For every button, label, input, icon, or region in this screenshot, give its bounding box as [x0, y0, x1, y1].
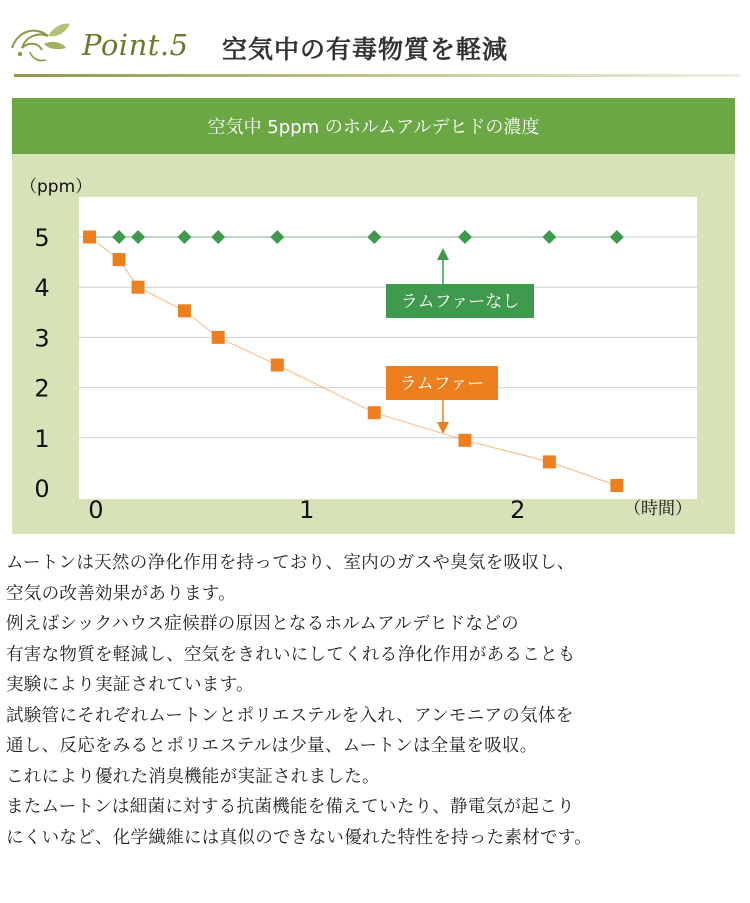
description-line: 実験により実証されています。 — [6, 675, 254, 695]
description-line: これにより優れた消臭機能が実証されました。 — [6, 766, 380, 787]
page-title: 空気中の有毒物質を軽減 — [222, 35, 509, 64]
data-point-square — [83, 231, 96, 244]
leaf-ornament-icon — [8, 18, 74, 66]
description-line: 通し、反応をみるとポリエステルは少量、ムートンは全量を吸収。 — [6, 736, 538, 756]
y-tick-label: 4 — [34, 274, 50, 303]
description-line: にくいなど、化学繊維には真似のできない優れた特性を持った素材です。 — [6, 827, 592, 848]
callout-label: ラムファーなし — [400, 292, 520, 312]
callout-label: ラムファー — [399, 374, 485, 394]
y-tick-label: 2 — [34, 374, 50, 403]
y-tick-label: 5 — [34, 224, 50, 252]
data-point-square — [458, 434, 471, 447]
chart-panel — [12, 98, 735, 534]
data-point-square — [178, 304, 191, 317]
data-point-square — [271, 359, 284, 372]
data-point-square — [113, 253, 126, 266]
y-axis-label: （ppm） — [20, 177, 93, 197]
y-tick-label: 1 — [34, 424, 50, 453]
data-point-square — [132, 281, 145, 294]
x-tick-label: 1 — [299, 496, 315, 524]
y-tick-label: 0 — [34, 475, 50, 503]
point-label: Point.5 — [82, 28, 189, 62]
chart-title: 空気中 5ppm のホルムアルデヒドの濃度 — [12, 98, 735, 154]
data-point-square — [212, 331, 225, 344]
description-line: 試験管にそれぞれムートンとポリエステルを入れ、アンモニアの気体を — [6, 705, 574, 726]
header-rule — [14, 74, 740, 77]
data-point-square — [610, 479, 623, 492]
data-point-square — [368, 406, 381, 419]
y-tick-label: 3 — [34, 324, 50, 353]
description-line: またムートンは細菌に対する抗菌機能を備えていたり、静電気が起こり — [6, 797, 575, 817]
data-point-square — [543, 455, 556, 468]
description-line: ムートンは天然の浄化作用を持っており、室内のガスや臭気を吸収し、 — [6, 553, 575, 573]
section-header — [0, 0, 750, 80]
description-line: 空気の改善効果があります。 — [6, 583, 236, 604]
x-tick-label: 2 — [510, 496, 526, 524]
description-text — [6, 548, 750, 853]
description-line: 有害な物質を軽減し、空気をきれいにしてくれる浄化作用があることも — [6, 644, 576, 665]
x-axis-label: （時間） — [624, 499, 692, 519]
concentration-chart — [12, 98, 735, 534]
plot-area — [79, 197, 697, 499]
x-tick-label: 0 — [88, 496, 104, 524]
description-line: 例えばシックハウス症候群の原因となるホルムアルデヒドなどの — [6, 614, 519, 634]
